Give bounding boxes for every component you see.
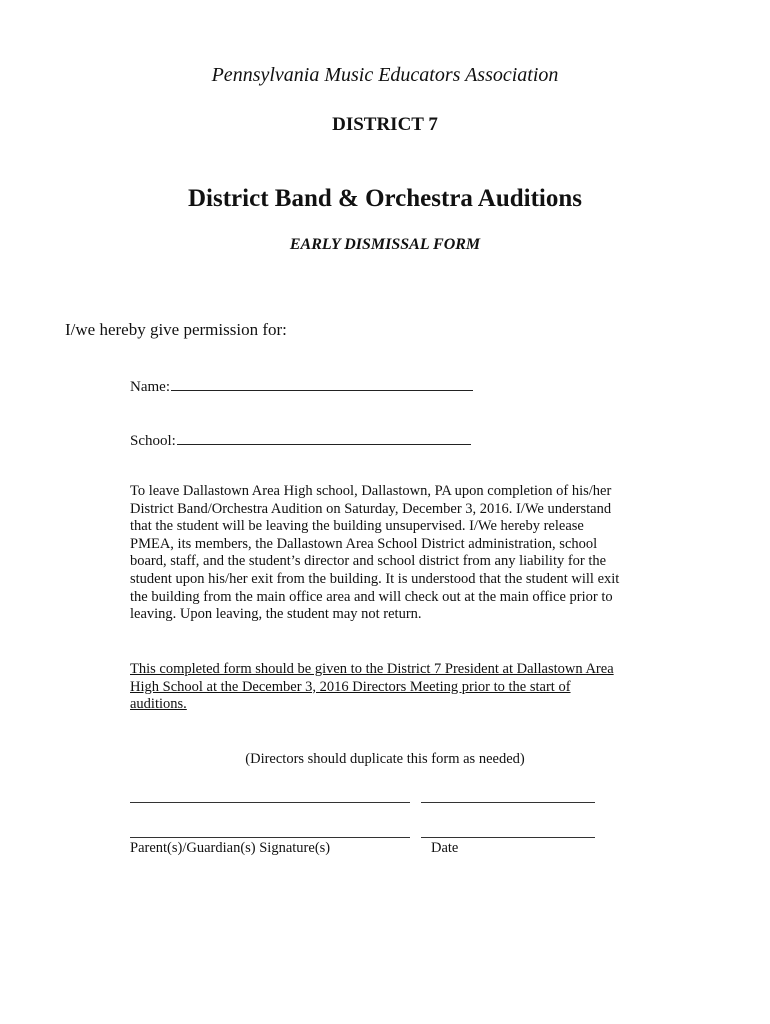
date-line-1[interactable]	[421, 802, 595, 803]
release-paragraph	[130, 483, 650, 624]
release-line: To leave Dallastown Area High school, Dallastown, PA upon completion of his/her	[130, 483, 612, 499]
release-line: District Band/Orchestra Audition on Saturday, December 3, 2016. I/We understand	[130, 500, 612, 517]
school-blank-line[interactable]	[177, 430, 471, 445]
form-subtitle: EARLY DISMISSAL FORM	[289, 236, 481, 253]
notice-line: auditions.	[130, 696, 187, 713]
release-line: PMEA, its members, the Dallastown Area School District administration, school	[130, 535, 598, 552]
name-label: Name:	[130, 379, 170, 395]
date-line-2[interactable]	[421, 837, 595, 838]
name-blank-line[interactable]	[171, 376, 473, 391]
signature-line-2[interactable]	[130, 837, 410, 838]
release-line: leaving. Upon leaving, the student may not return.	[130, 606, 422, 623]
school-field[interactable]	[130, 430, 471, 450]
school-label: School:	[130, 433, 176, 449]
district-heading: DISTRICT 7	[332, 114, 438, 135]
notice-line: High School at the December 3, 2016 Directors Meeting prior to the start of	[130, 678, 571, 695]
signature-line-1[interactable]	[130, 802, 410, 803]
release-line: board, staff, and the student’s director and school district from any liability for the	[130, 553, 607, 570]
permission-intro: I/we hereby give permission for:	[65, 320, 287, 339]
organization-name: Pennsylvania Music Educators Association	[211, 64, 559, 86]
signature-label: Parent(s)/Guardian(s) Signature(s)	[130, 840, 331, 856]
submission-notice	[130, 661, 650, 714]
date-label: Date	[431, 840, 459, 856]
notice-line: This completed form should be given to the District 7 President at Dallastown Area	[130, 661, 614, 677]
form-title: District Band & Orchestra Auditions	[188, 185, 582, 212]
release-line: that the student will be leaving the building unsupervised. I/We hereby release	[130, 518, 584, 535]
duplicate-note: (Directors should duplicate this form as needed)	[245, 751, 525, 767]
release-line: the building from the main office area and will check out at the main office prior to	[130, 588, 613, 605]
name-field[interactable]	[130, 376, 473, 396]
release-line: student upon his/her exit from the building. It is understood that the student will exit	[130, 570, 620, 587]
